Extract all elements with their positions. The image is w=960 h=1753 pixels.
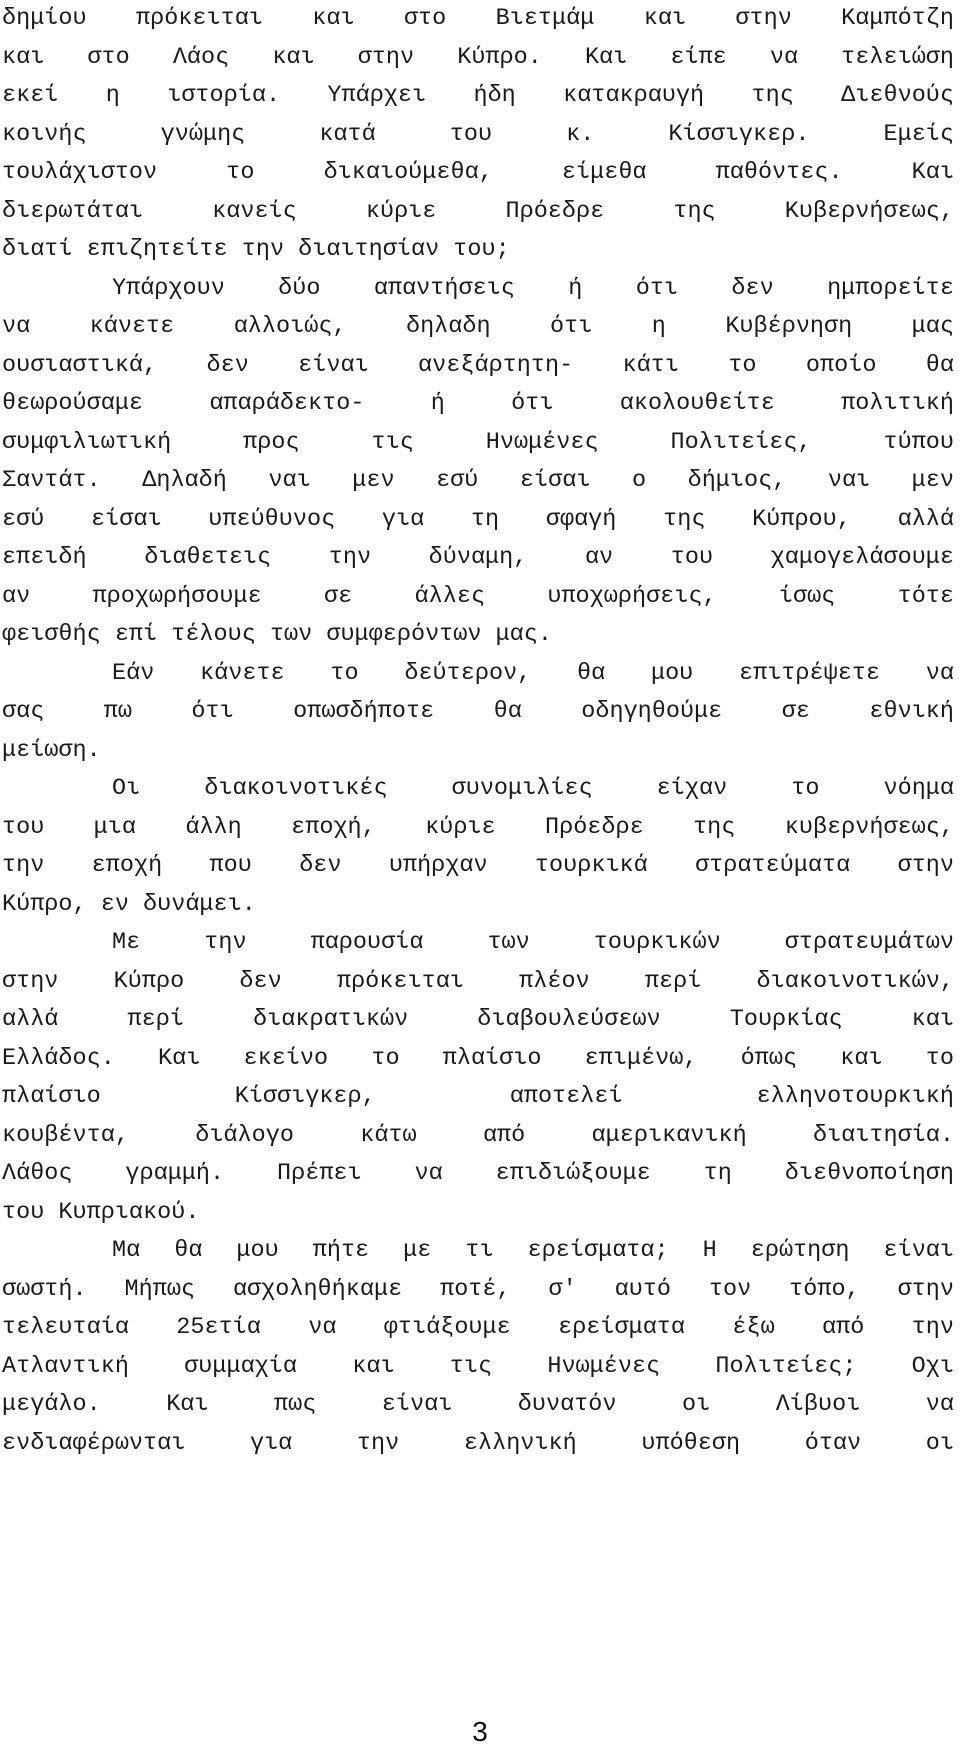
body-text: [2, 0, 954, 1463]
text-line: Οι διακοινοτικές συνομιλίες είχαν το νόημα: [112, 775, 954, 802]
text-line: Μα θα μου πήτε με τι ερείσματα; Η ερώτηση είναι: [112, 1237, 954, 1264]
text-line: να κάνετε αλλοιώς, δηλαδη ότι η Κυβέρνηση μας: [2, 313, 954, 340]
text-line: διερωτάται κανείς κύριε Πρόεδρε της Κυβερνήσεως,: [2, 197, 954, 225]
text-line: επειδή διαθετεις την δύναμη, αν του χαμογελάσουμε: [2, 544, 954, 571]
text-line: κοινής γνώμης κατά του κ. Κίσσιγκερ. Εμείς: [2, 120, 954, 148]
text-line: Εάν κάνετε το δεύτερον, θα μου επιτρέψετε να: [112, 659, 954, 687]
text-line: φεισθής επί τέλους των συμφερόντων μας.: [2, 621, 552, 648]
text-line: ουσιαστικά, δεν είναι ανεξάρτητη- κάτι το οποίο θα: [2, 351, 954, 379]
text-line: του μια άλλη εποχή, κύριε Πρόεδρε της κυβερνήσεως,: [2, 813, 954, 841]
page-number: 3: [472, 1716, 488, 1747]
text-line: αν προχωρήσουμε σε άλλες υποχωρήσεις, ίσως τότε: [2, 582, 954, 610]
text-line: την εποχή που δεν υπήρχαν τουρκικά στρατεύματα στην: [2, 852, 954, 879]
text-line: δημίου πρόκειται και στο Βιετμάμ και στην Καμπότζη: [2, 5, 954, 32]
text-line: θεωρούσαμε απαράδεκτο- ή ότι ακολουθείτε πολιτική: [2, 390, 954, 417]
text-line: Λάθος γραμμή. Πρέπει να επιδιώξουμε τη διεθνοποίηση: [2, 1160, 954, 1187]
text-line: Με την παρουσία των τουρκικών στρατευμάτων: [112, 929, 954, 956]
text-line: και στο Λάος και στην Κύπρο. Και είπε να τελειώση: [2, 43, 954, 71]
text-line: Υπάρχουν δύο απαντήσεις ή ότι δεν ημπορείτε: [112, 274, 954, 302]
text-line: πλαίσιο Κίσσιγκερ, αποτελεί ελληνοτουρκική: [2, 1083, 954, 1110]
text-line: εσύ είσαι υπεύθυνος για τη σφαγή της Κύπρου, αλλά: [2, 505, 954, 533]
text-line: εκεί η ιστορία. Υπάρχει ήδη κατακραυγή της Διεθνούς: [2, 82, 954, 109]
text-line: σωστή. Μήπως ασχοληθήκαμε ποτέ, σ' αυτό τον τόπο, στην: [2, 1275, 954, 1303]
text-line: Ατλαντική συμμαχία και τις Ηνωμένες Πολιτείες; Οχι: [2, 1352, 954, 1380]
text-line: Ελλάδος. Και εκείνο το πλαίσιο επιμένω, όπως και το: [2, 1044, 954, 1072]
text-line: τελευταία 25ετία να φτιάξουμε ερείσματα έξω από την: [2, 1314, 954, 1341]
text-line: Κύπρο, εν δυνάμει.: [2, 890, 256, 918]
text-line: σας πω ότι οπωσδήποτε θα οδηγηθούμε σε εθνική: [2, 698, 954, 725]
text-line: μείωση.: [2, 736, 101, 764]
text-line: τουλάχιστον το δικαιούμεθα, είμεθα παθόντες. Και: [2, 159, 954, 186]
text-line: ενδιαφέρωνται για την ελληνική υπόθεση όταν οι: [2, 1429, 954, 1457]
text-line: Σαντάτ. Δηλαδή ναι μεν εσύ είσαι ο δήμιος, ναι μεν: [2, 467, 954, 494]
text-line: κουβέντα, διάλογο κάτω από αμερικανική διαιτησία.: [2, 1121, 954, 1149]
text-line: στην Κύπρο δεν πρόκειται πλέον περί διακοινοτικών,: [2, 967, 954, 995]
text-line: αλλά περί διακρατικών διαβουλεύσεων Τουρκίας και: [2, 1006, 954, 1033]
text-line: του Κυπριακού.: [2, 1198, 200, 1226]
text-line: μεγάλο. Και πως είναι δυνατόν οι Λίβυοι να: [2, 1391, 954, 1418]
text-line: διατί επιζητείτε την διαιτησίαν του;: [2, 236, 510, 263]
text-line: συμφιλιωτική προς τις Ηνωμένες Πολιτείες, τύπου: [2, 428, 954, 456]
